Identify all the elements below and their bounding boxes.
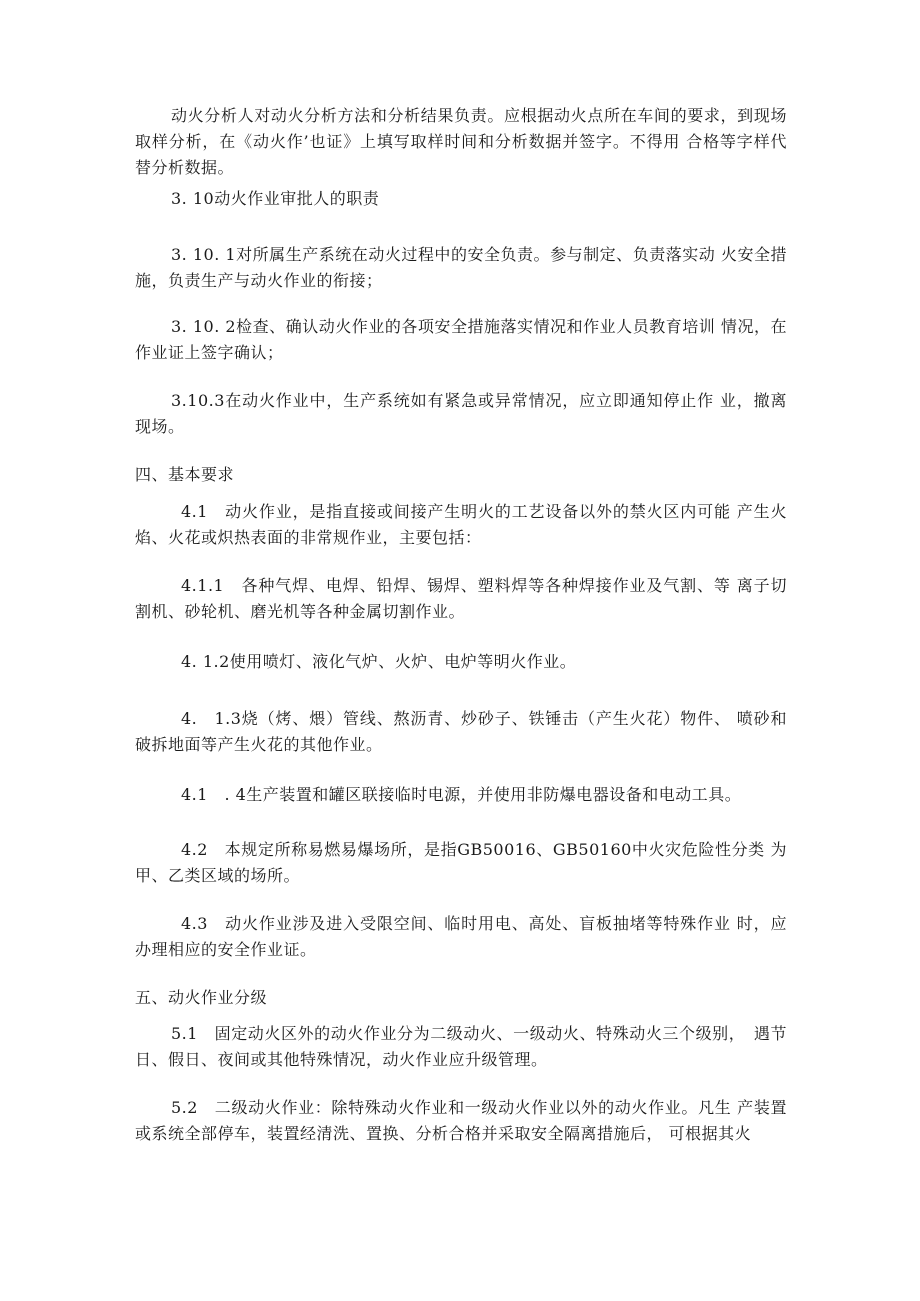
paragraph-3-10-2: 3. 10. 2检查、确认动火作业的各项安全措施落实情况和作业人员教育培训 情况，在作业证上签字确认；: [135, 317, 787, 362]
paragraph-fire-analyst: 动火分析人对动火分析方法和分析结果负责。应根据动火点所在车间的要求，到现场取样分析，在《动火作’也证》上填写取样时间和分析数据并签字。不得用 合格等字样代替分析数据。: [135, 106, 787, 177]
paragraph-4-1: 4.1 动火作业，是指直接或间接产生明火的工艺设备以外的禁火区内可能 产生火焰、火花或炽热表面的非常规作业，主要包括：: [135, 502, 787, 547]
paragraph-4-3: 4.3 动火作业涉及进入受限空间、临时用电、高处、盲板抽堵等特殊作业 时，应办理相应的安全作业证。: [135, 914, 787, 959]
paragraph-3-10-3: 3.10.3在动火作业中，生产系统如有紧急或异常情况，应立即通知停止作 业，撤离现场。: [135, 391, 787, 436]
heading-3-10: 3. 10动火作业审批人的职责: [171, 189, 380, 208]
section-heading-5: 五、动火作业分级: [135, 988, 268, 1007]
paragraph-4-1-4: 4.1 . 4生产装置和罐区联接临时电源，并使用非防爆电器设备和电动工具。: [181, 785, 742, 804]
section-heading-4: 四、基本要求: [135, 465, 235, 484]
paragraph-4-1-2: 4. 1.2使用喷灯、液化气炉、火炉、电炉等明火作业。: [181, 652, 577, 671]
paragraph-4-2: 4.2 本规定所称易燃易爆场所，是指GB50016、GB50160中火灾危险性分类 为甲、乙类区域的场所。: [135, 840, 787, 885]
paragraph-3-10-1: 3. 10. 1对所属生产系统在动火过程中的安全负责。参与制定、负责落实动 火安全措施，负责生产与动火作业的衔接；: [135, 245, 787, 290]
paragraph-5-2: 5.2 二级动火作业：除特殊动火作业和一级动火作业以外的动火作业。凡生 产装置或系统全部停车，装置经清洗、置换、分析合格并采取安全隔离措施后， 可根据其火: [135, 1098, 787, 1143]
paragraph-5-1: 5.1 固定动火区外的动火作业分为二级动火、一级动火、特殊动火三个级别， 遇节日、假日、夜间或其他特殊情况，动火作业应升级管理。: [135, 1024, 787, 1069]
paragraph-4-1-3: 4. 1.3烧（烤、煨）管线、熬沥青、炒砂子、铁锤击（产生火花）物件、 喷砂和破拆地面等产生火花的其他作业。: [135, 709, 787, 754]
paragraph-4-1-1: 4.1.1 各种气焊、电焊、铅焊、锡焊、塑料焊等各种焊接作业及气割、等 离子切割机、砂轮机、磨光机等各种金属切割作业。: [135, 576, 787, 621]
